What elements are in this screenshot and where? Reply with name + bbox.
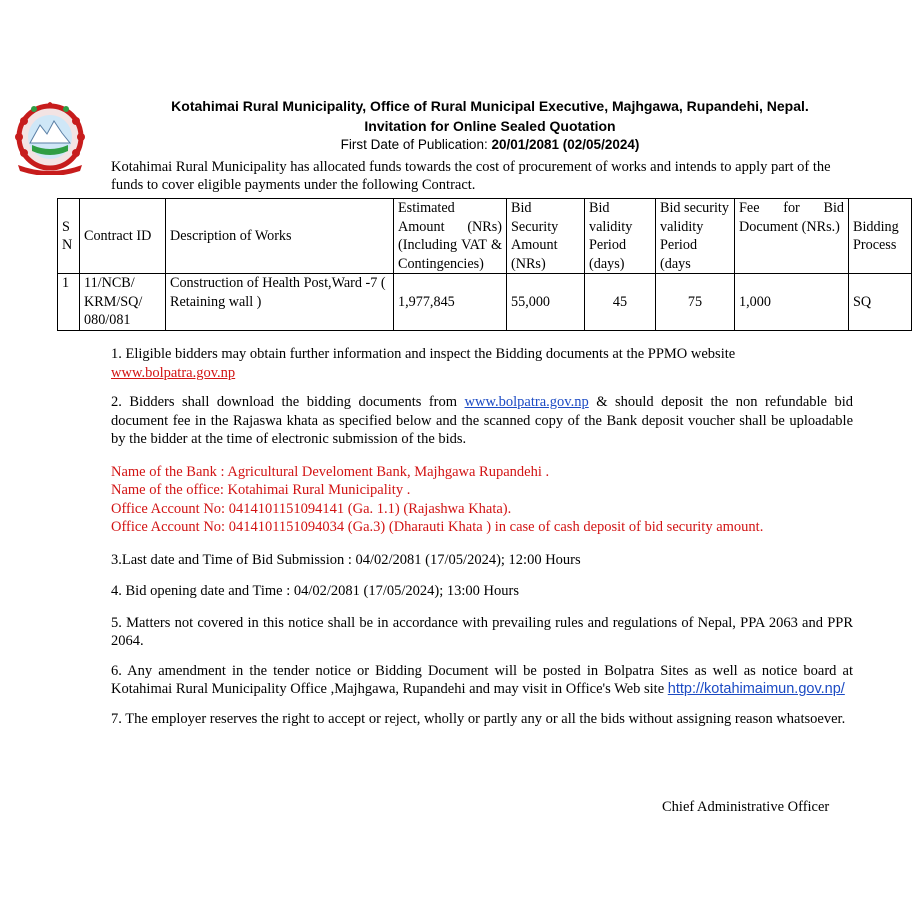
table-header-row <box>58 199 912 274</box>
nepal-emblem-icon <box>10 93 90 175</box>
header-fee: Fee for Bid Document (NRs.) <box>735 199 849 274</box>
cell-estimated: 1,977,845 <box>394 274 507 331</box>
cell-bid-security: 55,000 <box>507 274 585 331</box>
office-name: Name of the office: Kotahimai Rural Municipality . <box>111 482 411 498</box>
header-sn: S N <box>58 199 80 274</box>
cell-bid-validity: 45 <box>585 274 656 331</box>
note-6-text: 6. Any amendment in the tender notice or Bidding Document will be posted in Bolpatra Sites as well as notice board at Kotahimai Rural Municipality Office ,Majhgawa, Rupandehi and may visit in Office's Web site <box>111 662 853 697</box>
note-2-pre: 2. Bidders shall download the bidding documents from <box>111 394 465 410</box>
publication-line <box>100 136 880 154</box>
header-estimated-amount: Estimated Amount (NRs) (Including VAT & Contingencies) <box>394 199 507 274</box>
cell-description: Construction of Health Post,Ward -7 ( Retaining wall ) <box>166 274 394 331</box>
municipality-website-link[interactable]: http://kotahimaimun.gov.np/ <box>667 681 845 697</box>
office-title: Kotahimai Rural Municipality, Office of Rural Municipal Executive, Majhgawa, Rupandehi, Nepal. <box>171 98 809 114</box>
publication-label: First Date of Publication: <box>340 137 492 152</box>
header-security-validity: Bid security validity Period (days <box>656 199 735 274</box>
account-2: Office Account No: 0414101151094034 (Ga.3) (Dharauti Khata ) in case of cash deposit of bid security amount. <box>111 519 764 535</box>
account-1: Office Account No: 041410115109414​1 (Ga. 1.1) (Rajashwa Khata). <box>111 500 512 517</box>
cell-sn: 1 <box>58 274 80 331</box>
header-description: Description of Works <box>166 199 394 274</box>
cell-security-validity: 75 <box>656 274 735 331</box>
note-3: 3.Last date and Time of Bid Submission : 04/02/2081 (17/05/2024); 12:00 Hours <box>111 551 581 568</box>
header-bid-security: Bid Security Amount (NRs) <box>507 199 585 274</box>
cell-process: SQ <box>849 274 912 331</box>
bolpatra-link-1[interactable]: www.bolpatra.gov.np <box>111 364 236 381</box>
signature-title: Chief Administrative Officer <box>662 799 830 815</box>
cell-fee: 1,000 <box>735 274 849 331</box>
note-2 <box>111 393 853 449</box>
notes-section <box>111 345 853 739</box>
header-bid-validity: Bid validity Period (days) <box>585 199 656 274</box>
header-contract-id: Contract ID <box>80 199 166 274</box>
publication-date: 20/01/2081 (02/05/2024) <box>491 137 640 152</box>
note-1-text: 1. Eligible bidders may obtain further information and inspect the Bidding documents at the PPMO website <box>111 346 736 362</box>
bolpatra-link-2[interactable]: www.bolpatra.gov.np <box>464 394 589 410</box>
notice-title: Invitation for Online Sealed Quotation <box>364 118 616 134</box>
bank-name: Name of the Bank : Agricultural Develoment Bank, Majhgawa Rupandehi . <box>111 463 550 480</box>
note-5: 5. Matters not covered in this notice shall be in accordance with prevailing rules and regulations of Nepal, PPA 2063 and PPR 2064. <box>111 614 853 649</box>
bank-details <box>111 463 853 537</box>
table-row <box>58 274 912 331</box>
note-7: 7. The employer reserves the right to accept or reject, wholly or partly any or all the bids without assigning reason whatsoever. <box>111 710 846 727</box>
cell-contract-id: 11/NCB/ KRM/SQ/ 080/081 <box>80 274 166 331</box>
note-4: 4. Bid opening date and Time : 04/02/2081 (17/05/2024); 13:00 Hours <box>111 583 520 599</box>
note-1 <box>111 345 853 382</box>
contract-table <box>57 198 912 331</box>
intro-paragraph: Kotahimai Rural Municipality has allocated funds towards the cost of procurement of works and intends to apply part of the funds to cover eligible payments under the following Contract. <box>111 159 831 193</box>
notice-header <box>100 96 880 154</box>
note-6 <box>111 662 853 699</box>
note-2-post: & should deposit the non refundable bid document fee in the Rajaswa khata as specified below and the scanned copy of the Bank deposit voucher shall be uploadable by the bidder at the time of electronic submission of the bids. <box>111 394 853 447</box>
header-process: Bidding Process <box>849 199 912 274</box>
